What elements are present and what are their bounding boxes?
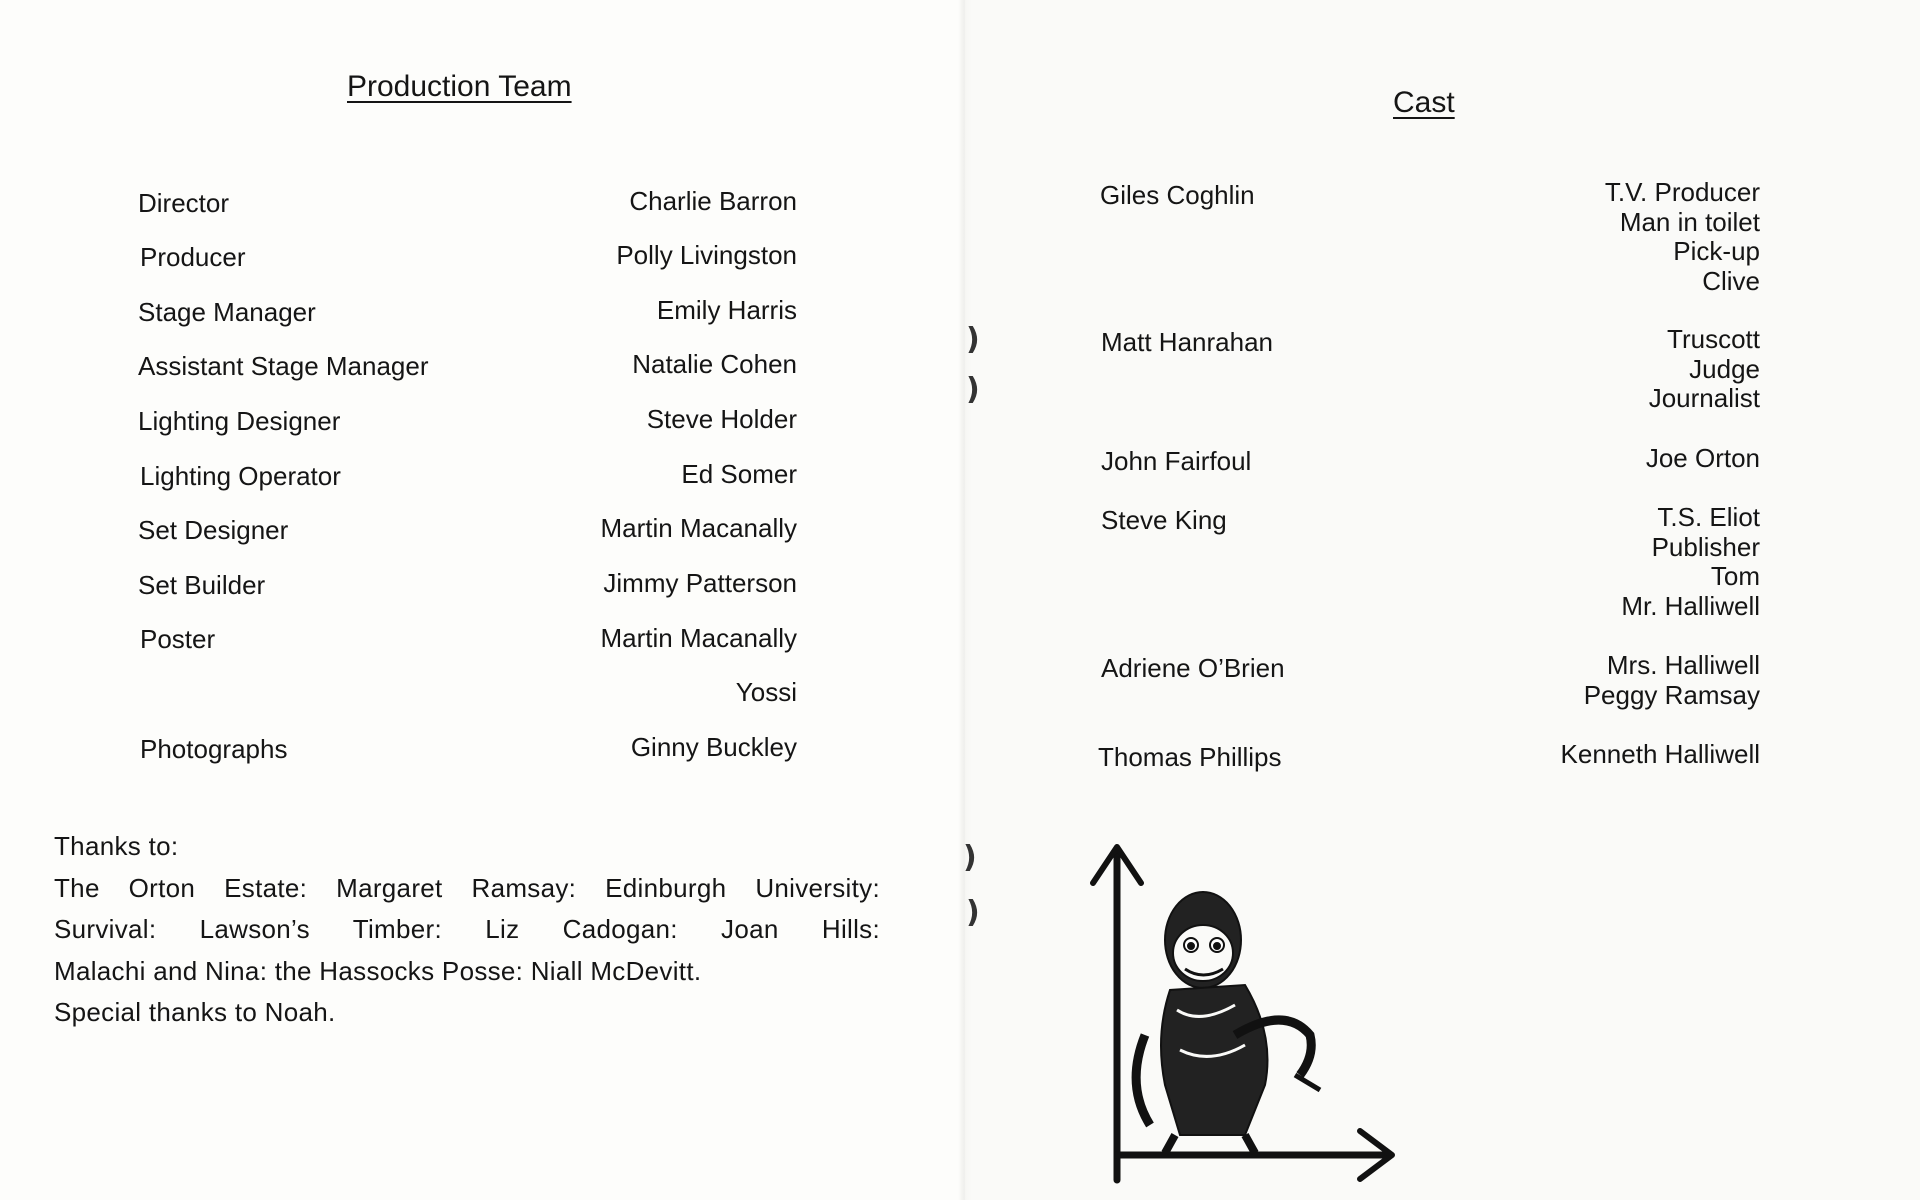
cast-role-group: [1621, 503, 1760, 621]
cast-role: Truscott: [1667, 324, 1760, 354]
crew-name: Polly Livingston: [616, 240, 797, 270]
cast-role: Peggy Ramsay: [1583, 679, 1760, 710]
crew-role: Lighting Designer: [138, 406, 341, 436]
cast-role: Kenneth Halliwell: [1560, 739, 1760, 769]
crew-name: Emily Harris: [656, 295, 797, 325]
binding-mark-icon: ): [966, 322, 980, 357]
cast-role: Mrs. Halliwell: [1606, 650, 1760, 680]
crew-name: Jimmy Patterson: [603, 568, 797, 598]
cast-roles-column: [1500, 0, 1760, 1200]
crew-name: Ed Somer: [681, 459, 797, 489]
thanks-heading: Thanks to:: [54, 831, 179, 861]
crew-role: Producer: [140, 242, 246, 272]
crew-role: Lighting Operator: [140, 461, 341, 491]
thanks-section: [54, 826, 880, 1034]
caricature-on-axes-icon: [1085, 835, 1410, 1200]
cast-heading: Cast: [1393, 86, 1455, 119]
crew-role: Director: [138, 188, 230, 218]
cast-role: T.S. Eliot: [1657, 502, 1760, 532]
crew-role: Set Designer: [138, 515, 289, 545]
cast-actor: Matt Hanrahan: [1101, 327, 1273, 357]
crew-name: Natalie Cohen: [632, 349, 797, 379]
crew-name: Ginny Buckley: [630, 732, 797, 762]
crew-role: Set Builder: [138, 570, 266, 600]
cast-role-group: [1605, 178, 1760, 296]
cast-role: Pick-up: [1673, 236, 1760, 266]
crew-role: Stage Manager: [138, 297, 316, 327]
cast-role: Joe Orton: [1645, 443, 1760, 473]
cast-role: Tom: [1710, 561, 1760, 591]
binding-mark-icon: ): [963, 840, 977, 875]
thanks-line: Malachi and Nina: the Hassocks Posse: Niall McDevitt.: [54, 955, 702, 986]
cast-role: Publisher: [1651, 531, 1760, 562]
cast-actor: Giles Coghlin: [1100, 180, 1255, 210]
crew-name: Martin Macanally: [600, 513, 797, 543]
crew-name: Martin Macanally: [600, 623, 797, 653]
cast-actor: Thomas Phillips: [1098, 742, 1282, 772]
thanks-line: Special thanks to Noah.: [54, 997, 336, 1027]
crew-role: Assistant Stage Manager: [138, 351, 429, 381]
cast-actor: Steve King: [1101, 505, 1227, 535]
cast-role: Judge: [1689, 353, 1760, 384]
cast-actor: Adriene O’Brien: [1101, 653, 1285, 683]
page-fold: [958, 0, 972, 1200]
binding-mark-icon: ): [966, 895, 980, 930]
cast-role: Clive: [1702, 265, 1760, 296]
cast-role: Journalist: [1648, 383, 1760, 413]
cast-role: Mr. Halliwell: [1621, 590, 1760, 621]
thanks-line: Survival: Lawson’s Timber: Liz Cadogan: Joan Hills:: [54, 914, 880, 944]
cast-role-group: [1646, 444, 1760, 474]
crew-role: Poster: [140, 624, 216, 654]
production-team-heading: Production Team: [347, 70, 572, 103]
thanks-line: The Orton Estate: Margaret Ramsay: Edinburgh University:: [54, 872, 880, 903]
cast-role: Man in toilet: [1619, 206, 1760, 237]
thanks-body: [54, 868, 880, 1034]
crew-name: Yossi: [735, 677, 797, 707]
cast-role-group: [1584, 651, 1760, 710]
cast-role: T.V. Producer: [1604, 177, 1760, 207]
crew-role: Photographs: [140, 734, 288, 764]
cast-role-group: [1649, 325, 1760, 414]
cast-actor: John Fairfoul: [1101, 446, 1252, 476]
crew-name: Steve Holder: [646, 404, 797, 434]
cast-role-group: [1561, 740, 1760, 770]
crew-name: Charlie Barron: [629, 186, 797, 216]
binding-mark-icon: ): [966, 372, 980, 407]
